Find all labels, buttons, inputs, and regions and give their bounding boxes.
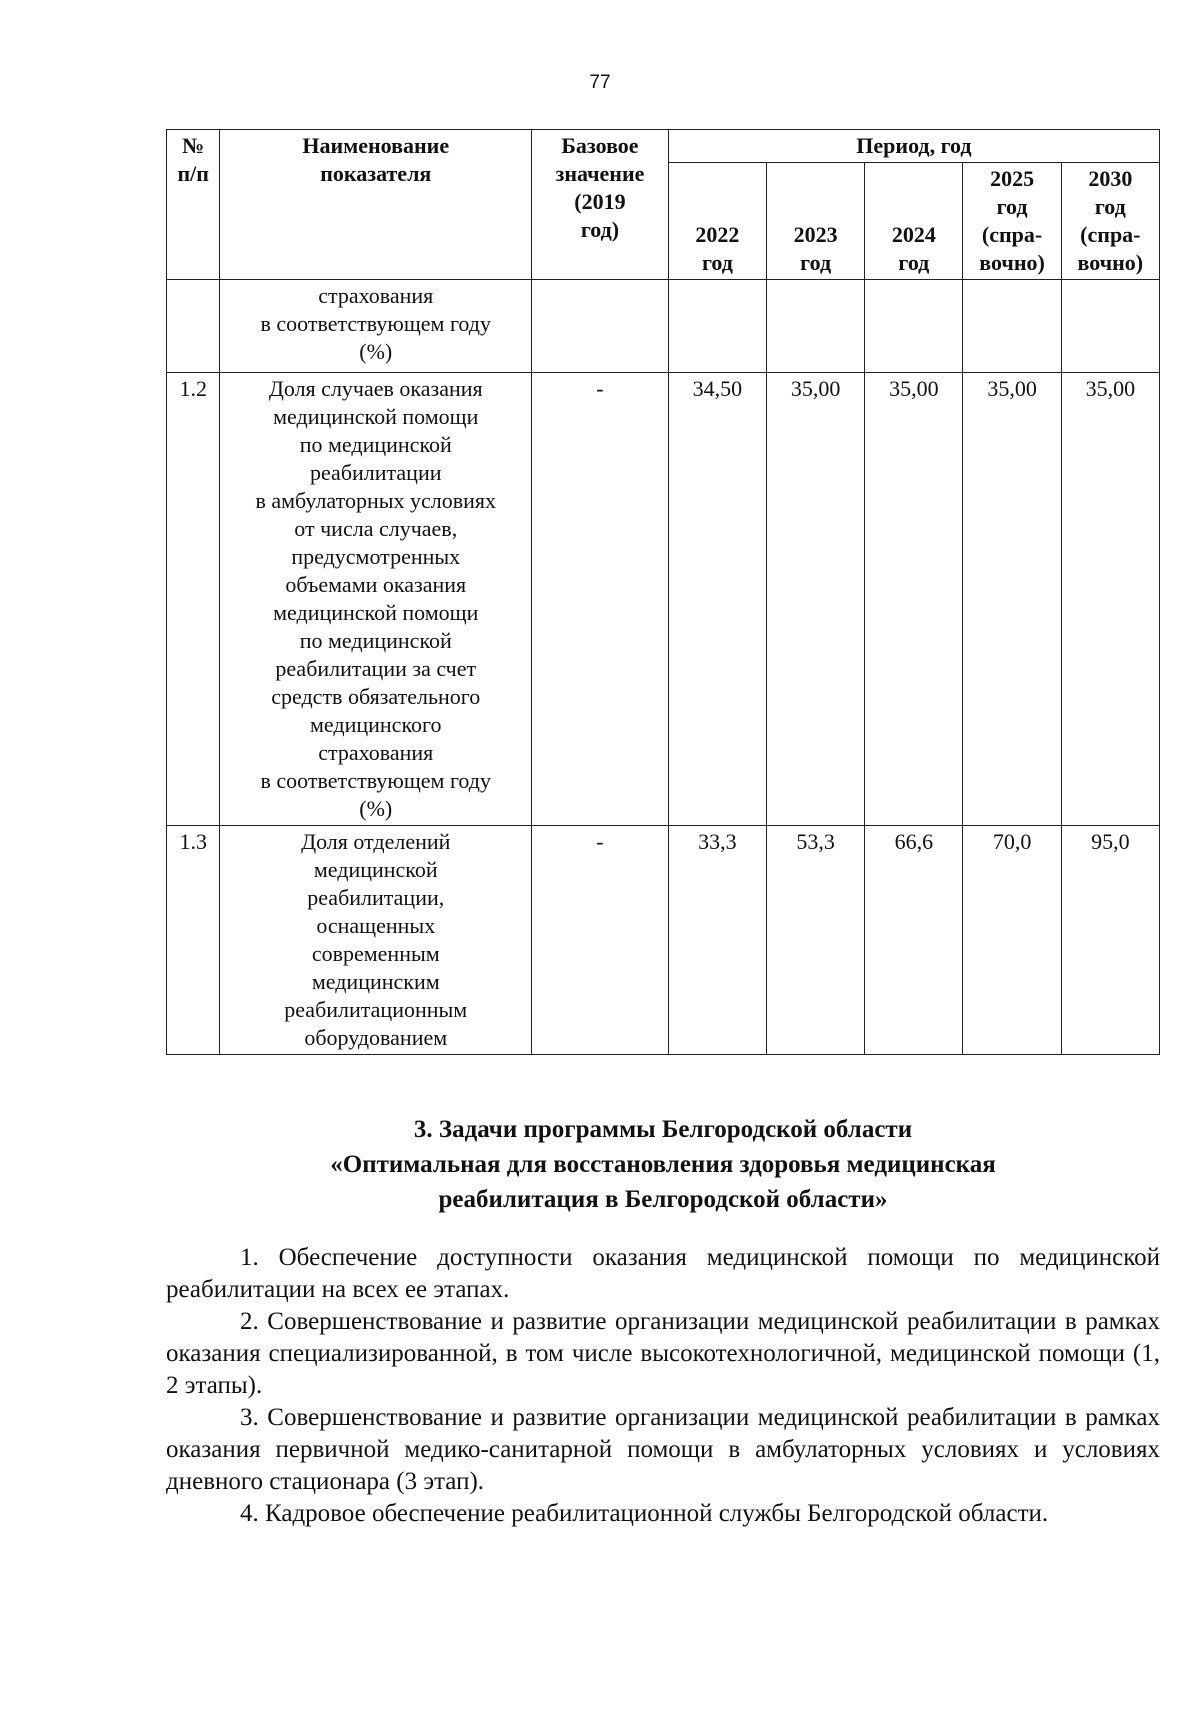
header-year-2023: 2023 год: [767, 163, 865, 280]
header-base: Базовое значение (2019 год): [532, 130, 669, 280]
row-name: страхования в соответствующем году (%): [220, 280, 532, 373]
row-value-2025: 35,00: [963, 373, 1061, 826]
row-num: 1.2: [167, 373, 220, 826]
row-value-2022: 33,3: [668, 826, 766, 1055]
header-year-2024: 2024 год: [865, 163, 963, 280]
page-number: 77: [589, 72, 611, 93]
row-base: [532, 280, 669, 373]
task-item: 2. Совершенствование и развитие организации медицинской реабилитации в рамках оказания специализированной, в том числе высокотехнологичной, медицинской помощи (1, 2 этапы).: [166, 1308, 1160, 1399]
task-item: 3. Совершенствование и развитие организации медицинской реабилитации в рамках оказания первичной медико-санитарной помощи в амбулаторных условиях и условиях дневного стационара (3 этап).: [166, 1404, 1160, 1495]
section-title: 3. Задачи программы Белгородской области «Оптимальная для восстановления здоровья медицинская реабилитация в Белгородской области»: [330, 1116, 996, 1213]
header-num: № п/п: [167, 130, 220, 280]
tasks-list: [166, 1242, 1160, 1530]
row-num: [167, 280, 220, 373]
row-value-2023: [767, 280, 865, 373]
header-year-2030: 2030 год (спра- вочно): [1061, 163, 1159, 280]
row-value-2025: 70,0: [963, 826, 1061, 1055]
row-name: Доля отделений медицинской реабилитации, оснащенных современным медицинским реабилитационным оборудованием: [220, 826, 532, 1055]
row-value-2022: 34,50: [668, 373, 766, 826]
task-item: 1. Обеспечение доступности оказания медицинской помощи по медицинской реабилитации на всех ее этапах.: [166, 1244, 1160, 1303]
row-base: -: [532, 373, 669, 826]
row-value-2030: 95,0: [1061, 826, 1159, 1055]
header-name: Наименование показателя: [220, 130, 532, 280]
table-row: [167, 373, 1160, 826]
tasks-section: [166, 1112, 1160, 1530]
header-year-2025: 2025 год (спра- вочно): [963, 163, 1061, 280]
row-value-2025: [963, 280, 1061, 373]
indicators-table: [166, 129, 1160, 1055]
row-name: Доля случаев оказания медицинской помощи по медицинской реабилитации в амбулаторных условиях от числа случаев, предусмотренных объемами оказания медицинской помощи по медицинской реабилитации за счет средств обязательного медицинского страхования в соответствующем году (%): [220, 373, 532, 826]
row-base: -: [532, 826, 669, 1055]
row-value-2024: [865, 280, 963, 373]
row-value-2030: 35,00: [1061, 373, 1159, 826]
table-row: [167, 826, 1160, 1055]
header-period: Период, год: [668, 130, 1159, 163]
header-year-2022: 2022 год: [668, 163, 766, 280]
row-num: 1.3: [167, 826, 220, 1055]
row-value-2024: 66,6: [865, 826, 963, 1055]
row-value-2022: [668, 280, 766, 373]
row-value-2023: 53,3: [767, 826, 865, 1055]
row-value-2024: 35,00: [865, 373, 963, 826]
table-header: [167, 130, 1160, 280]
table-row: [167, 280, 1160, 373]
row-value-2030: [1061, 280, 1159, 373]
task-item: 4. Кадровое обеспечение реабилитационной службы Белгородской области.: [240, 1500, 1049, 1527]
row-value-2023: 35,00: [767, 373, 865, 826]
